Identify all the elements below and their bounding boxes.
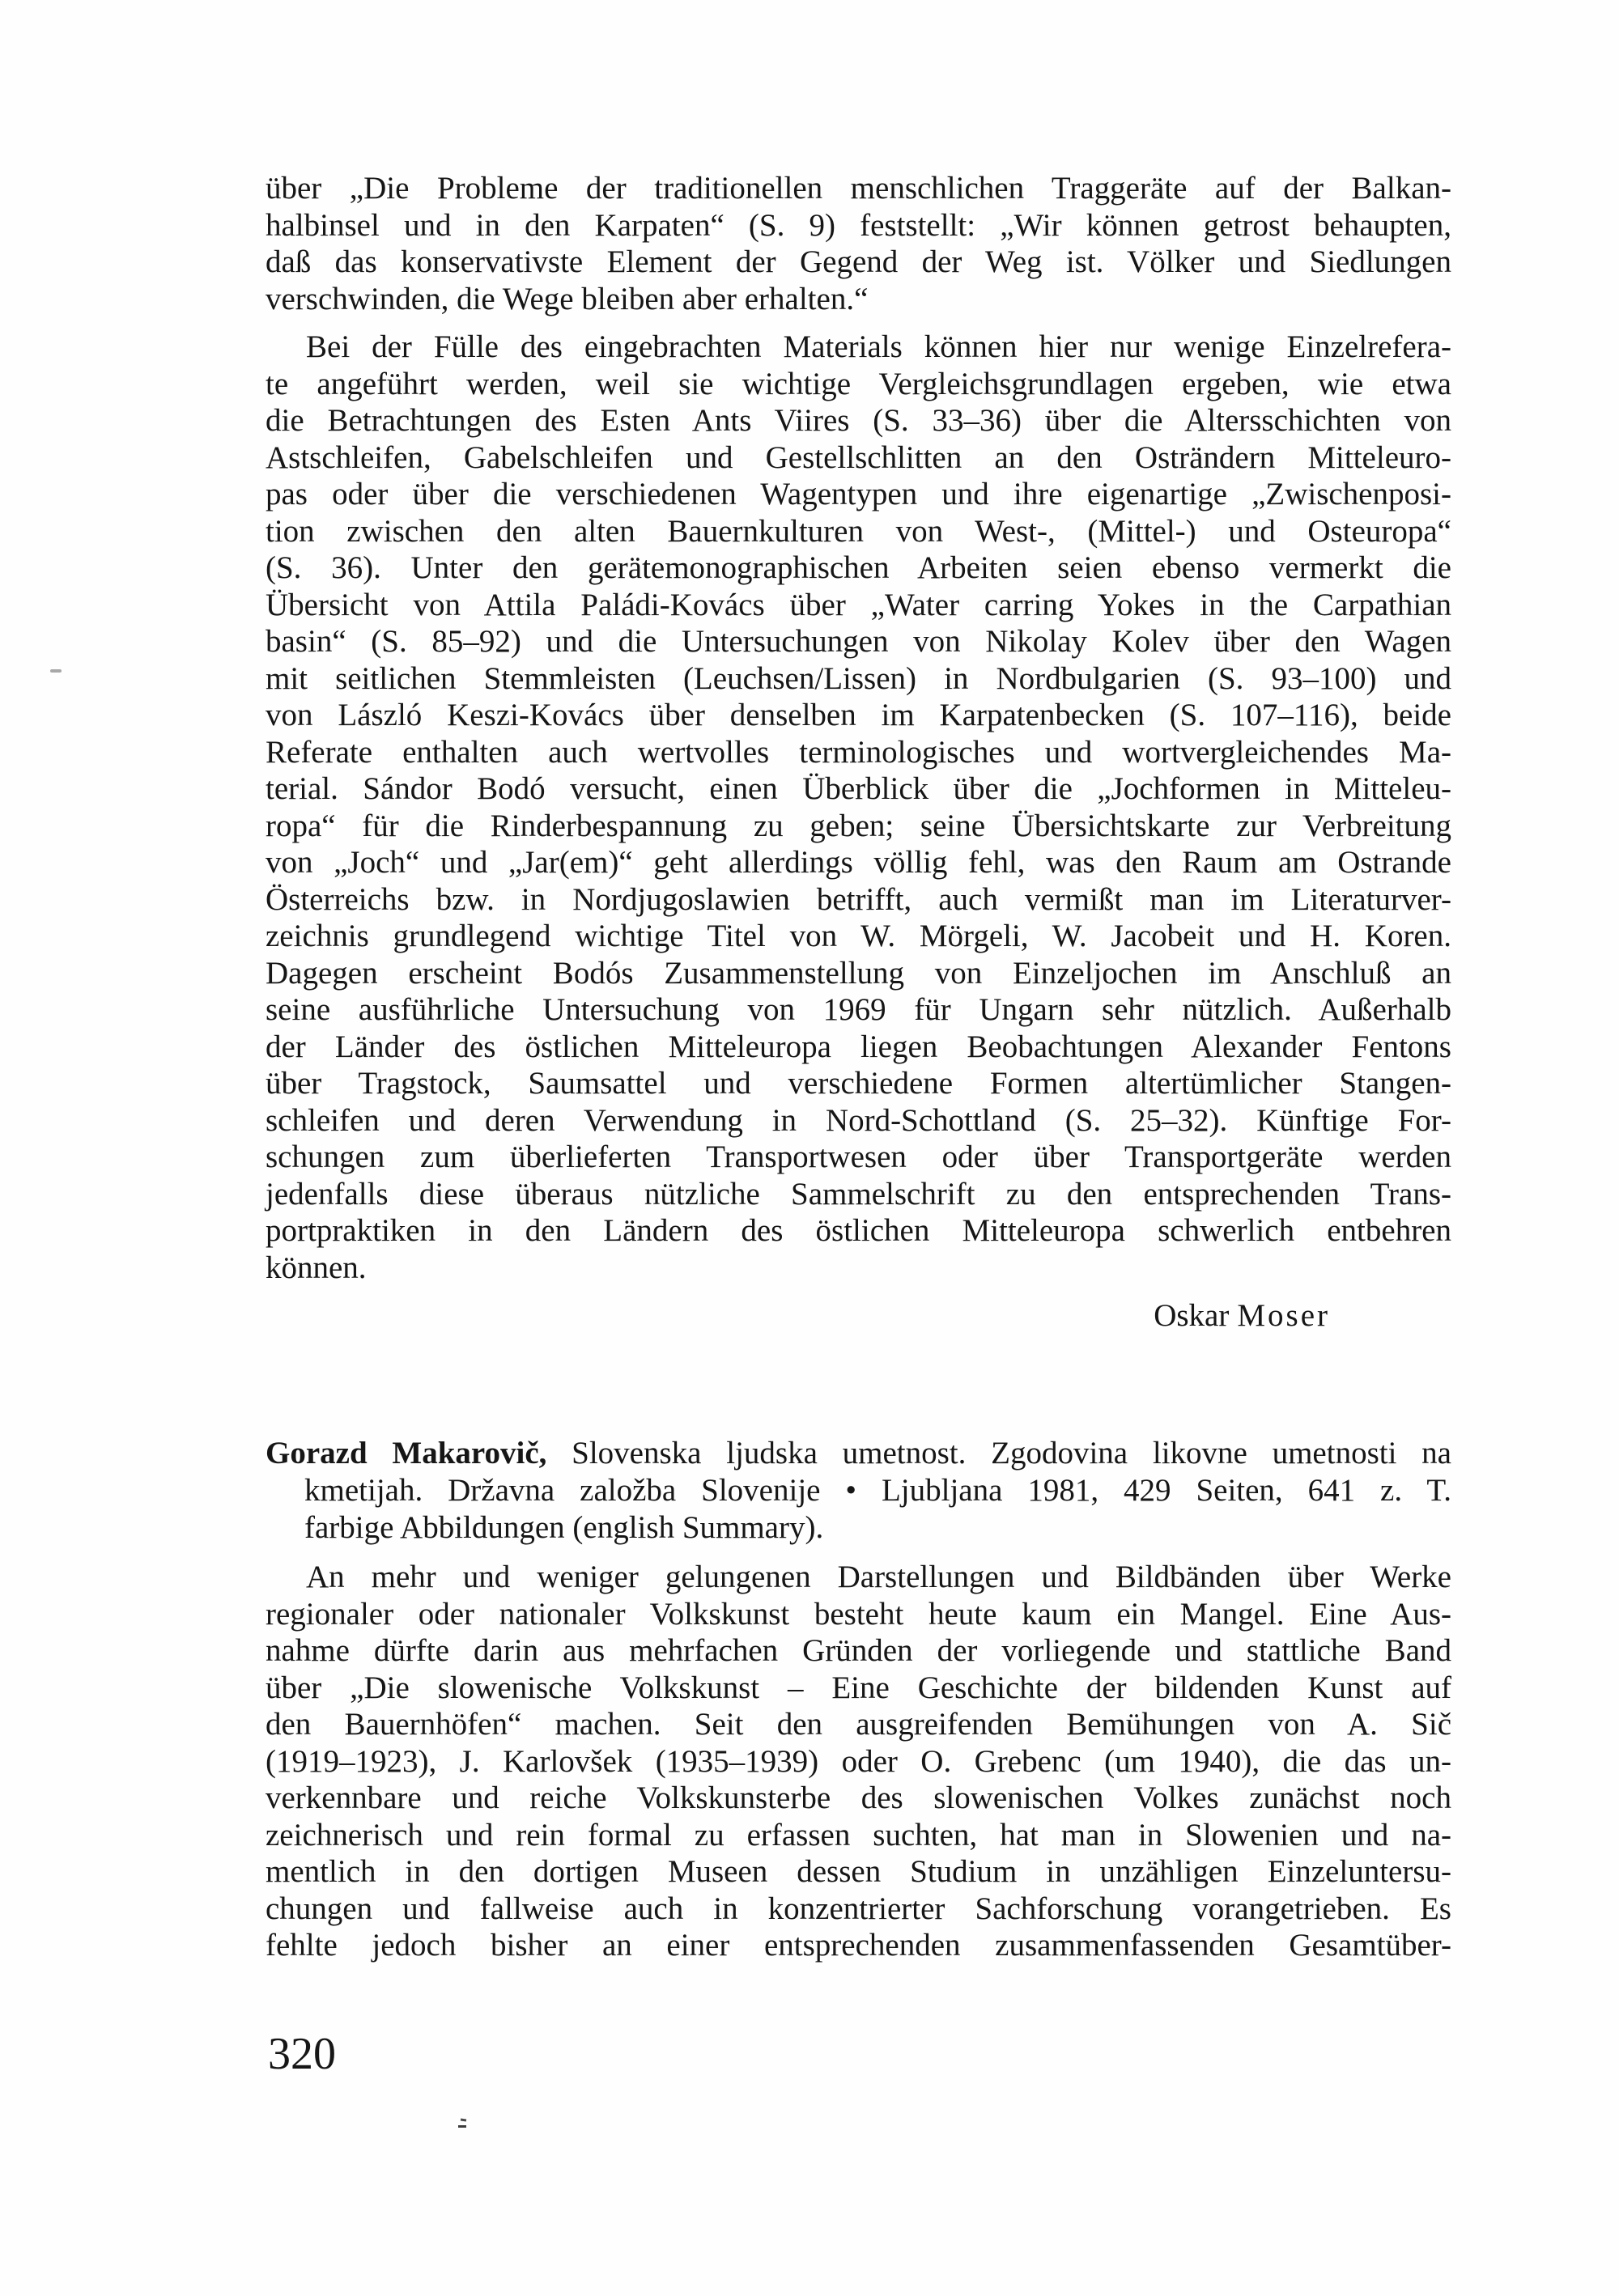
reviewer-signature (266, 1297, 1451, 1334)
reviewer-name (1154, 1298, 1330, 1333)
text-line: tion zwischen den alten Bauernkulturen von West-, (Mittel-) und Osteuropa“ (266, 513, 1451, 549)
text-line: jedenfalls diese überaus nützliche Sammelschrift zu den entsprechenden Trans- (266, 1176, 1451, 1212)
page-number: 320 (268, 2029, 336, 2079)
text-line: über „Die slowenische Volkskunst – Eine Geschichte der bildenden Kunst auf (266, 1670, 1451, 1705)
review-2-heading-continuation (266, 1472, 1451, 1547)
text-line: der Länder des östlichen Mitteleuropa liegen Beobachtungen Alexander Fentons (266, 1029, 1451, 1064)
text-line: nahme dürfte darin aus mehrfachen Gründen der vorliegende und stattliche Band (266, 1633, 1451, 1668)
text-line: basin“ (S. 85–92) und die Untersuchungen von Nikolay Kolev über den Wagen (266, 624, 1451, 659)
text-line: verschwinden, die Wege bleiben aber erhalten.“ (266, 281, 869, 316)
text-line: farbige Abbildungen (english Summary). (304, 1510, 824, 1545)
text-line: regionaler oder nationaler Volkskunst besteht heute kaum ein Mangel. Eine Aus- (266, 1596, 1451, 1632)
text-line: (1919–1923), J. Karlovšek (1935–1939) oder O. Grebenc (um 1940), die das un- (266, 1743, 1451, 1779)
text-line: schungen zum überlieferten Transportwesen oder über Transportgeräte werden (266, 1140, 1451, 1174)
text-line: te angeführt werden, weil sie wichtige Vergleichsgrundlagen ergeben, wie etwa (266, 366, 1451, 401)
text-line: den Bauernhöfen“ machen. Seit den ausgreifenden Bemühungen von A. Sič (266, 1707, 1451, 1742)
review-2-author-name: Gorazd Makarovič, (266, 1436, 547, 1471)
text-line: Österreichs bzw. in Nordjugoslawien betrifft, auch vermißt man im Literaturver- (266, 881, 1451, 917)
text-line: über Tragstock, Saumsattel und verschiedene Formen altertümlicher Stangen- (266, 1066, 1451, 1101)
scan-artifact-speck (461, 2119, 466, 2122)
text-line: Referate enthalten auch wertvolles terminologisches und wortvergleichendes Ma- (266, 734, 1451, 770)
text-line: mit seitlichen Stemmleisten (Leuchsen/Lissen) in Nordbulgarien (S. 93–100) und (266, 660, 1451, 696)
text-line: daß das konservativste Element der Gegend der Weg ist. Völker und Siedlungen (266, 244, 1451, 279)
review-2-title-text: Slovenska ljudska umetnost. Zgodovina likovne umetnosti na (546, 1436, 1451, 1471)
text-line: fehlte jedoch bisher an einer entsprechenden zusammenfassenden Gesamtüber- (266, 1928, 1451, 1963)
reviewer-first-name: Oskar (1154, 1298, 1230, 1333)
review-2-heading-first-line (266, 1435, 1451, 1472)
text-line: terial. Sándor Bodó versucht, einen Überblick über die „Jochformen in Mitteleu- (266, 771, 1451, 806)
text-line: mentlich in den dortigen Museen dessen Studium in unzähligen Einzeluntersu- (266, 1854, 1451, 1889)
text-line: halbinsel und in den Karpaten“ (S. 9) feststellt: „Wir können getrost behaupten, (266, 207, 1451, 243)
text-line: können. (266, 1250, 367, 1285)
text-line: seine ausführliche Untersuchung von 1969 für Ungarn sehr nützlich. Außerhalb (266, 992, 1451, 1027)
text-line: portpraktiken in den Ländern des östlichen Mitteleuropa schwerlich entbehren (266, 1213, 1451, 1248)
review-1-paragraph-b (266, 329, 1451, 1286)
text-line: (S. 36). Unter den gerätemonographischen Arbeiten seien ebenso vermerkt die (266, 550, 1451, 585)
text-line: schleifen und deren Verwendung in Nord-Schottland (S. 25–32). Künftige For- (266, 1102, 1451, 1138)
text-line: Bei der Fülle des eingebrachten Materials können hier nur wenige Einzelrefera- (306, 329, 1451, 364)
text-line: über „Die Probleme der traditionellen menschlichen Traggeräte auf der Balkan- (266, 171, 1451, 206)
scan-artifact-dash (50, 669, 62, 673)
text-line: von „Joch“ und „Jar(em)“ geht allerdings völlig fehl, was den Raum am Ostrande (266, 845, 1451, 880)
text-line: von László Keszi-Kovács über denselben im Karpatenbecken (S. 107–116), beide (266, 698, 1451, 732)
text-line: kmetijah. Državna založba Slovenije • Ljubljana 1981, 429 Seiten, 641 z. T. (304, 1473, 1451, 1508)
text-line: zeichnerisch und rein formal zu erfassen suchten, hat man in Slowenien und na- (266, 1817, 1451, 1853)
text-line: Dagegen erscheint Bodós Zusammenstellung von Einzeljochen im Anschluß an (266, 955, 1451, 991)
review-2-paragraph (266, 1559, 1451, 1964)
review-2-heading (266, 1435, 1451, 1547)
reviewer-last-name: Moser (1237, 1298, 1330, 1333)
text-line: chungen und fallweise auch in konzentrierter Sachforschung vorangetrieben. Es (266, 1891, 1451, 1926)
review-1-paragraph-a (266, 170, 1451, 317)
text-line: die Betrachtungen des Esten Ants Viires (S. 33–36) über die Altersschichten von (266, 403, 1451, 438)
text-line: ropa“ für die Rinderbespannung zu geben; seine Übersichtskarte zur Verbreitung (266, 808, 1451, 843)
text-line: Astschleifen, Gabelschleifen und Gestellschlitten an den Osträndern Mitteleuro- (266, 439, 1451, 475)
text-line: An mehr und weniger gelungenen Darstellungen und Bildbänden über Werke (306, 1560, 1451, 1594)
text-line: zeichnis grundlegend wichtige Titel von W. Mörgeli, W. Jacobeit und H. Koren. (266, 919, 1451, 953)
scan-artifact-speck (458, 2125, 466, 2128)
text-line: Übersicht von Attila Paládi-Kovács über „Water carring Yokes in the Carpathian (266, 587, 1451, 622)
text-line: verkennbare und reiche Volkskunsterbe des slowenischen Volkes zunächst noch (266, 1780, 1451, 1815)
text-line: pas oder über die verschiedenen Wagentypen und ihre eigenartige „Zwischenposi- (266, 477, 1451, 511)
